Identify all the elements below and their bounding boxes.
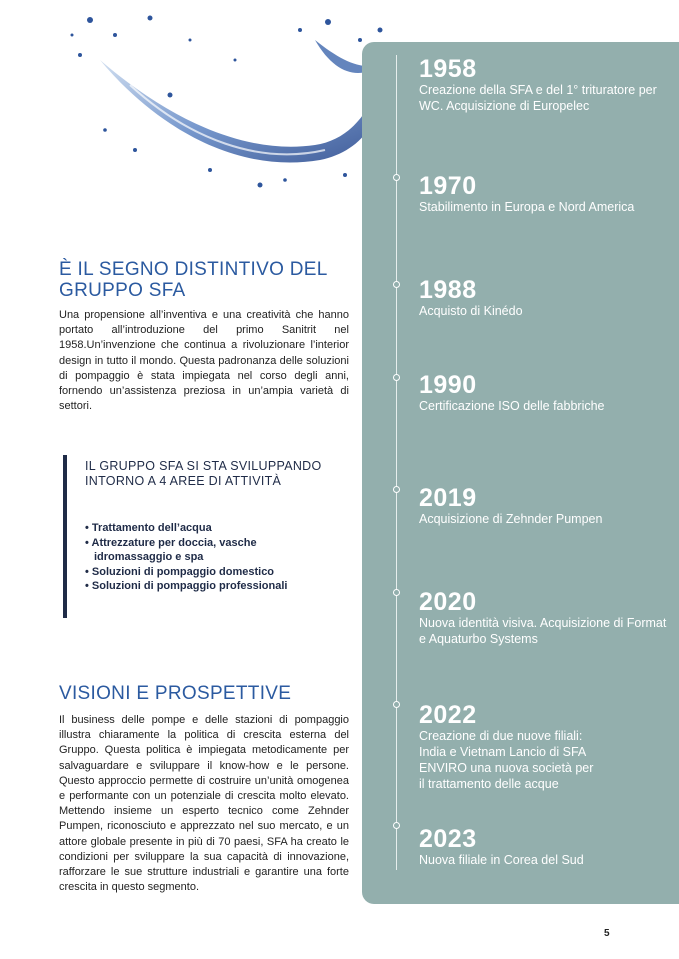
list-item: • Soluzioni di pompaggio professionali <box>85 579 335 594</box>
timeline-entry-2022 <box>419 702 669 792</box>
timeline-dot <box>393 822 400 829</box>
list-item: • Attrezzature per doccia, vasche idromassaggio e spa <box>85 536 335 565</box>
timeline-text: Creazione di due nuove filiali: India e Vietnam Lancio di SFA ENVIRO una nuova società per il trattamento delle acque <box>419 729 594 791</box>
section-body-distinctive-sign: Una propensione all’inventiva e una creatività che hanno portato all’introduzione del primo Sanitrit nel 1958.Un’invenzione che continua a rivoluzionare l’interior design in tutto il mondo. Questa padronanza delle soluzioni di pompaggio è stata impiegata nel corso degli anni, fornendo un’assistenza preziosa in un’ampia varietà di settori. <box>59 309 349 413</box>
page-number: 5 <box>604 928 610 939</box>
timeline-year: 1990 <box>419 371 477 399</box>
timeline-text: Nuova identità visiva. Acquisizione di Format e Aquaturbo Systems <box>419 616 667 646</box>
timeline-year: 1988 <box>419 276 477 304</box>
timeline-text: Stabilimento in Europa e Nord America <box>419 200 635 214</box>
timeline-entry-2020 <box>419 589 669 647</box>
timeline-year: 2019 <box>419 484 477 512</box>
timeline-dot <box>393 701 400 708</box>
timeline-year: 1970 <box>419 172 477 200</box>
timeline-year: 2023 <box>419 825 477 853</box>
section-title-visions: VISIONI E PROSPETTIVE <box>59 683 292 704</box>
timeline-year: 1958 <box>419 55 477 83</box>
timeline-dot <box>393 486 400 493</box>
timeline-dot <box>393 174 400 181</box>
timeline-text: Creazione della SFA e del 1° trituratore per WC. Acquisizione di Europelec <box>419 83 657 113</box>
timeline-entry-2019 <box>419 485 669 527</box>
callout-accent-bar <box>63 455 67 618</box>
activity-list <box>85 521 335 594</box>
timeline-text: Nuova filiale in Corea del Sud <box>419 853 584 867</box>
timeline-year: 2020 <box>419 588 477 616</box>
callout-title: IL GRUPPO SFA SI STA SVILUPPANDO INTORNO A 4 AREE DI ATTIVITÀ <box>85 459 322 488</box>
timeline-dot <box>393 374 400 381</box>
timeline-text: Acquisizione di Zehnder Pumpen <box>419 512 603 526</box>
list-item: • Trattamento dell’acqua <box>85 521 335 536</box>
timeline-year: 2022 <box>419 701 477 729</box>
timeline-entry-2023 <box>419 826 669 868</box>
timeline-dot <box>393 589 400 596</box>
section-body-visions: Il business delle pompe e delle stazioni di pompaggio illustra chiaramente la politica di crescita esterna del Gruppo. Questa politica è impiegata metodicamente per salvaguardare e sviluppare il know-how e le persone. Questo approccio permette di costruire un’unità omogenea e performante con un potenziale di crescita molto elevato. Mettendo insieme un esperto tecnico come Zehnder Pumpen, riconosciuto e apprezzato nel suo mercato, e un attore globale presente in più di 70 paesi, SFA ha creato le condizioni per sviluppare la sua capacità di innovazione, rafforzare le sue strutture industriali e garantire una forte crescita in questo segmento. <box>59 714 349 894</box>
timeline-entry-1990 <box>419 372 669 414</box>
timeline-text: Acquisto di Kinédo <box>419 304 523 318</box>
list-item: • Soluzioni di pompaggio domestico <box>85 565 335 580</box>
timeline-text: Certificazione ISO delle fabbriche <box>419 399 605 413</box>
timeline-entry-1970 <box>419 173 669 215</box>
timeline-entry-1958 <box>419 56 669 114</box>
water-splash-image <box>60 0 400 200</box>
timeline-entry-1988 <box>419 277 669 319</box>
timeline-dot <box>393 281 400 288</box>
section-title-distinctive-sign: È IL SEGNO DISTINTIVO DEL GRUPPO SFA <box>59 259 327 301</box>
